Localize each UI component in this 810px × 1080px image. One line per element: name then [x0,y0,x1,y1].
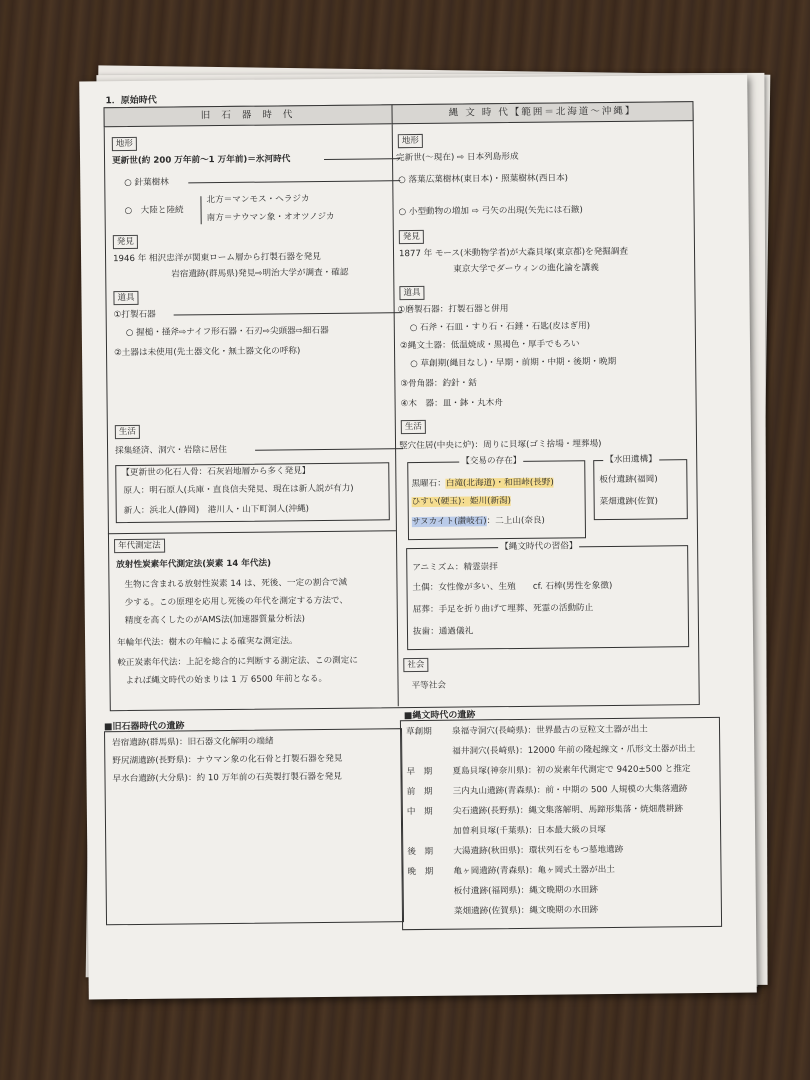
right-life-1: 竪穴住居(中央に炉)：周りに貝塚(ゴミ捨場・埋葬場) [398,439,602,452]
section-title: 1．原始時代 [105,95,157,107]
left-terrain-label: 地形 [112,137,137,151]
fossil-title: 【更新世の化石人骨：石灰岩地層から多く発見】 [121,466,311,479]
right-tools-6: ④木 器：皿・鉢・丸木舟 [400,398,503,410]
paleo-site-2: 野尻湖遺跡(長野県)：ナウマン象の化石骨と打製石器を発見 [112,753,343,767]
jomon-sites-title: ■縄文時代の遺跡 [403,710,476,722]
trade-3 [412,515,545,528]
paleo-sites-title: ■旧石器時代の遺跡 [103,721,185,733]
jomon-site-period: 早 期 [406,766,433,778]
right-tools-4: ○ 草創期(縄目なし)・早期・前期・中期・後期・晩期 [410,356,617,370]
custom-3: 屈葬：手足を折り曲げて埋葬、死霊の活動防止 [412,603,594,616]
left-terrain-2: ○ 針葉樹林 [124,177,169,189]
paleolithic-header: 旧 石 器 時 代 [103,104,393,127]
jomon-site-period: 晩 期 [407,866,434,878]
right-disc-2: 東京大学でダーウィンの進化論を講義 [453,263,599,275]
custom-4: 抜歯：通過儀礼 [412,626,474,638]
jomon-site-text: 福井洞穴(長崎県)：12000 年前の隆起線文・爪形文土器が出土 [452,744,696,757]
right-life-label: 生活 [401,420,426,434]
paddy-box [593,459,688,520]
right-tools-1: ①磨製石器：打製石器と併用 [397,304,509,316]
trade-1-place: 白滝(北海道)・和田峠(長野) [445,477,554,489]
dating-1: 放射性炭素年代測定法(炭素 14 年代法) [116,558,272,571]
trade-2-place: 姫川(新潟) [469,496,512,507]
dating-6: 較正炭素年代法：上記を総合的に判断する測定法、この測定に [117,655,358,669]
paleo-site-1: 岩宿遺跡(群馬県)：旧石器文化解明の端緒 [112,736,274,749]
right-tools-2: ○ 石斧・石皿・すり石・石錘・石匙(皮はぎ用) [409,321,591,334]
right-terrain-1: 完新世(～現在) ⇨ 日本列島形成 [395,151,519,164]
fossil-2: 新人：浜北人(静岡) 港川人・山下町洞人(沖縄) [123,504,310,517]
left-tools-label: 道具 [113,291,138,305]
right-terrain-label: 地形 [398,134,423,148]
left-disc-2: 岩宿遺跡(群馬県)発見⇨明治大学が調査・確認 [171,267,349,280]
left-tools-2: ○ 握槌・掻斧⇨ナイフ形石器・石刃⇨尖頭器⇨細石器 [125,325,329,339]
dating-4: 精度を高くしたのがAMS法(加速器質量分析法) [124,614,306,627]
society-label: 社会 [403,658,428,672]
paddy-title: 【水田遺構】 [603,453,659,466]
custom-2: 土偶：女性像が多い、生殖 cf. 石棒(男性を象徴) [412,580,613,594]
dating-5: 年輪年代法：樹木の年輪による確実な測定法。 [117,636,298,649]
custom-title: 【縄文時代の習俗】 [498,540,579,553]
jomon-site-text: 板付遺跡(福岡県)：縄文晩期の水田跡 [453,885,598,897]
paleo-site-3: 早水台遺跡(大分県)：約 10 万年前の石英製打製石器を発見 [112,771,342,785]
jomon-site-text: 菜畑遺跡(佐賀県)：縄文晩期の水田跡 [453,905,599,917]
right-terrain-2: ○ 落葉広葉樹林(東日本)・照葉樹林(西日本) [398,173,569,186]
jomon-site-period: 草創期 [405,726,432,738]
society-1: 平等社会 [411,680,447,692]
jomon-site-period: 中 期 [406,806,433,818]
jomon-header: 縄 文 時 代【範囲＝北海道～沖縄】 [391,101,693,124]
left-disc-1: 1946 年 相沢忠洋が関東ローム層から打製石器を発見 [113,252,321,265]
dating-3: 少する。この原理を応用し死後の年代を測定する方法で、 [124,595,348,609]
trade-title: 【交易の存在】 [459,455,523,468]
right-tools-label: 道具 [399,286,424,300]
right-terrain-3: ○ 小型動物の増加 ⇨ 弓矢の出現(矢先には石鏃) [398,205,583,218]
jomon-site-period: 後 期 [407,846,434,858]
right-discovery-label: 発見 [399,230,424,244]
trade-1-label: 黒曜石： [411,478,446,490]
left-discovery-label: 発見 [113,235,138,249]
left-terrain-3c: 南方＝ナウマン象・オオツノジカ [206,211,335,224]
document-page [79,75,757,1000]
left-life-1: 採集経済、洞穴・岩陰に居住 [115,444,227,457]
left-terrain-3a: ○ 大陸と陸続 [124,205,184,217]
jomon-site-text: 亀ヶ岡遺跡(青森県)：亀ヶ岡式土器が出土 [453,864,615,877]
paddy-2: 菜畑遺跡(佐賀) [599,496,658,508]
dating-7: よれば縄文時代の始まりは 1 万 6500 年前となる。 [125,673,328,687]
left-life-label: 生活 [115,425,140,439]
jomon-site-text: 大湯遺跡(秋田県)：環状列石をもつ墓地遺跡 [453,844,624,857]
jomon-site-text: 三内丸山遺跡(青森県)：前・中期の 500 人規模の大集落遺跡 [452,784,688,797]
right-tools-3: ②縄文土器：低温焼成・黒褐色・厚手でもろい [399,339,580,352]
trade-3-place: ：二上山(奈良) [486,515,545,527]
trade-2 [412,495,511,508]
left-terrain-1: 更新世(約 200 万年前～1 万年前)＝氷河時代 [111,154,291,167]
left-tools-1: ①打製石器 [113,309,156,321]
left-terrain-3b: 北方＝マンモス・ヘラジカ [206,194,310,206]
paddy-1: 板付遺跡(福岡) [599,474,658,486]
trade-3-label: サヌカイト(讃岐石) [411,516,487,528]
left-tools-3: ②土器は未使用(先土器文化・無土器文化の呼称) [114,346,301,359]
jomon-site-text: 泉福寺洞穴(長崎県)：世界最古の豆粒文土器が出土 [451,724,648,737]
jomon-site-text: 夏島貝塚(神奈川県)：初の炭素年代測定で 9420±500 と推定 [452,764,691,777]
custom-1: アニミズム：精霊崇拝 [412,562,498,574]
jomon-site-period: 前 期 [406,786,433,798]
jomon-site-text: 尖石遺跡(長野県)：縄文集落解明、馬蹄形集落・焼畑農耕跡 [452,804,684,817]
dating-label: 年代測定法 [114,539,165,554]
dating-2: 生物に含まれる放射性炭素 14 は、死後、一定の割合で減 [124,577,348,591]
jomon-site-text: 加曽利貝塚(千葉県)：日本最大級の貝塚 [453,825,606,837]
trade-2-label: ひすい(硬玉)： [411,496,470,508]
fossil-1: 原人：明石原人(兵庫・直良信夫発見、現在は新人説が有力) [123,483,354,497]
right-disc-1: 1877 年 モース(米動物学者)が大森貝塚(東京都)を発掘調査 [398,246,629,260]
trade-1 [411,477,553,490]
right-tools-5: ③骨角器：釣針・銛 [400,378,477,390]
